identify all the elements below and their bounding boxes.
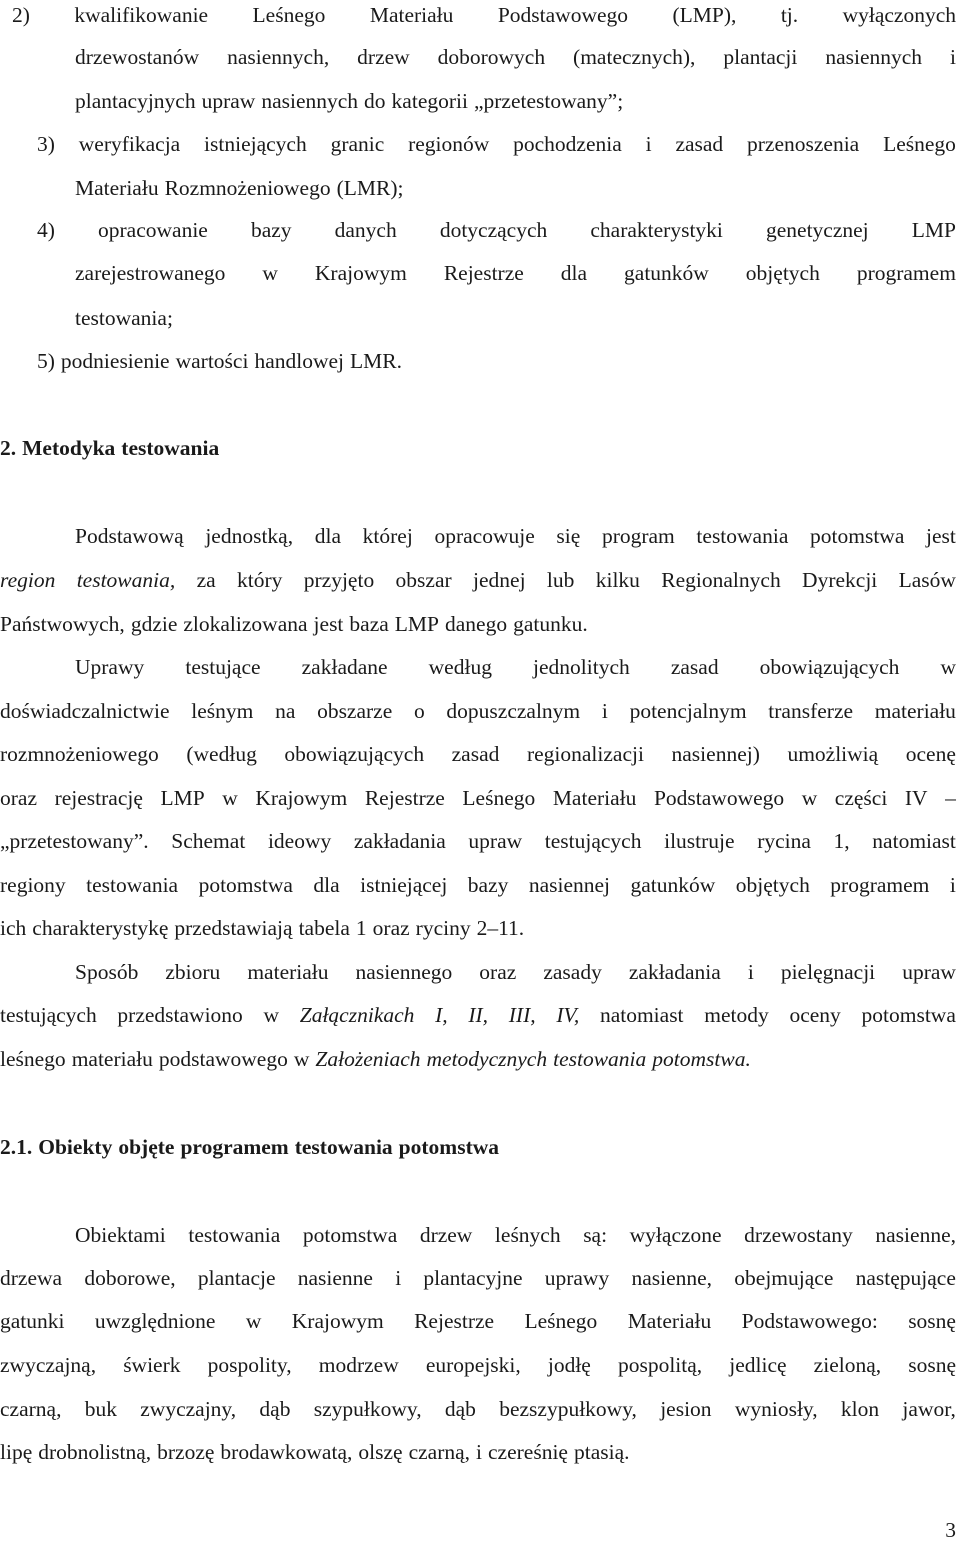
- text-line: [75, 303, 956, 333]
- word: nasiennych: [825, 45, 923, 69]
- word: zarejestrowanego: [75, 261, 226, 285]
- word: potomstwa: [398, 1135, 500, 1159]
- word: pospolitą,: [617, 1353, 703, 1377]
- word: zasad: [451, 742, 500, 766]
- word: Materiału: [75, 176, 159, 200]
- word: Podstawowego: [653, 786, 785, 810]
- word: nasiennej: [528, 873, 611, 897]
- word: nasiennych: [261, 89, 359, 113]
- word: tabela: [298, 916, 350, 940]
- word: Krajowym: [291, 1309, 384, 1333]
- text-line: [0, 1263, 956, 1293]
- word: LMP: [160, 786, 205, 810]
- word: program: [601, 524, 675, 548]
- word: charakterystykę: [32, 916, 169, 940]
- word: gatunków: [624, 261, 709, 285]
- word: rycina: [757, 829, 811, 853]
- word: 1: [355, 916, 367, 940]
- word: olszę: [358, 1440, 403, 1464]
- text-line: [0, 870, 956, 900]
- text-line: [75, 258, 956, 288]
- word: 4): [37, 218, 55, 242]
- word: Założeniach: [315, 1047, 421, 1071]
- word: potomstwa: [198, 873, 293, 897]
- word: Sposób: [75, 960, 139, 984]
- word: granic: [330, 132, 385, 156]
- word: (matecznych),: [573, 45, 696, 69]
- word: sosnę: [908, 1309, 956, 1333]
- word: ocenę: [905, 742, 956, 766]
- word: drzewa: [0, 1266, 63, 1290]
- word: 5): [37, 349, 55, 373]
- word: dąb: [259, 1397, 291, 1421]
- word: istniejących: [204, 132, 307, 156]
- text-line: [0, 1394, 956, 1424]
- word: i: [601, 699, 608, 723]
- text-line: [75, 957, 956, 987]
- word: Leśnego: [252, 3, 326, 27]
- word: Podstawowego: [497, 3, 629, 27]
- word: i: [645, 132, 652, 156]
- word: Podstawową: [75, 524, 184, 548]
- word: doborowe,: [84, 1266, 176, 1290]
- text-line: [0, 1044, 956, 1074]
- word: testujące: [185, 655, 261, 679]
- word: objętych: [735, 873, 810, 897]
- word: jedlicę: [729, 1353, 787, 1377]
- word: testowania: [294, 1135, 393, 1159]
- word: (LMP),: [672, 3, 737, 27]
- word: bezszypułkowy,: [499, 1397, 637, 1421]
- word: jest: [313, 612, 344, 636]
- word: testowania: [86, 873, 179, 897]
- word: jednostką,: [205, 524, 294, 548]
- word: testujących: [544, 829, 642, 853]
- word: rozmnożeniowego: [0, 742, 159, 766]
- word: nasiennych,: [227, 45, 330, 69]
- word: przyjęto: [303, 568, 375, 592]
- word: są:: [583, 1223, 608, 1247]
- word: do: [364, 89, 386, 113]
- word: modrzew: [318, 1353, 399, 1377]
- word: gatunku.: [513, 612, 588, 636]
- word: 2.: [0, 436, 17, 460]
- word: według: [428, 655, 492, 679]
- word: Rozmnożeniowego: [164, 176, 331, 200]
- word: zwyczajny,: [140, 1397, 237, 1421]
- word: gdzie: [130, 612, 178, 636]
- word: bazy: [467, 873, 509, 897]
- word: dotyczących: [439, 218, 548, 242]
- word: kilku: [595, 568, 640, 592]
- word: LMP: [911, 218, 956, 242]
- word: regiony: [0, 873, 66, 897]
- word: w: [262, 261, 278, 285]
- word: obszar: [395, 568, 452, 592]
- word: czereśnię: [488, 1440, 568, 1464]
- word: przenoszenia: [747, 132, 860, 156]
- word: i: [949, 873, 956, 897]
- word: Uprawy: [75, 655, 145, 679]
- word: materiału: [247, 960, 329, 984]
- text-line: [0, 1437, 956, 1467]
- word: zieloną,: [813, 1353, 882, 1377]
- text-line: [75, 1220, 956, 1250]
- word: Załącznikach: [299, 1003, 415, 1027]
- word: plantacyjnych: [75, 89, 196, 113]
- word: materiału: [874, 699, 956, 723]
- word: oraz: [372, 916, 410, 940]
- text-line: [75, 42, 956, 72]
- word: programem: [856, 261, 956, 285]
- text-line: [12, 0, 956, 30]
- word: wyniosły,: [734, 1397, 818, 1421]
- word: natomiast: [599, 1003, 684, 1027]
- text-line: [75, 173, 956, 203]
- word: której: [362, 524, 413, 548]
- word: brodawkowatą,: [220, 1440, 353, 1464]
- word: i: [476, 1440, 483, 1464]
- word: Lasów: [898, 568, 956, 592]
- word: oraz: [0, 786, 37, 810]
- word: Krajowym: [255, 786, 348, 810]
- text-line: [0, 565, 956, 595]
- word: upraw: [468, 829, 523, 853]
- word: na: [275, 699, 296, 723]
- word: Podstawowego:: [741, 1309, 878, 1333]
- word: II,: [468, 1003, 489, 1027]
- word: umożliwią: [787, 742, 879, 766]
- word: który: [237, 568, 283, 592]
- word: ryciny: [415, 916, 471, 940]
- word: testowania: [696, 524, 789, 548]
- word: Rejestrze: [414, 1309, 495, 1333]
- word: Państwowych,: [0, 612, 125, 636]
- word: obszarze: [317, 699, 393, 723]
- word: Regionalnych: [661, 568, 781, 592]
- word: charakterystyki: [590, 218, 723, 242]
- text-line: [75, 521, 956, 551]
- word: 2): [12, 3, 30, 27]
- word: ilustruje: [664, 829, 735, 853]
- word: lub: [546, 568, 575, 592]
- word: przedstawiają: [174, 916, 293, 940]
- word: weryfikacja: [78, 132, 181, 156]
- word: opracowanie: [98, 218, 208, 242]
- text-line: [37, 129, 956, 159]
- word: baza: [349, 612, 389, 636]
- word: Leśnego: [524, 1309, 598, 1333]
- word: następujące: [855, 1266, 956, 1290]
- word: zakładania: [353, 829, 446, 853]
- text-line: [0, 826, 956, 856]
- word: Metodyka: [22, 436, 116, 460]
- word: dąb: [444, 1397, 476, 1421]
- word: plantacyjne: [423, 1266, 523, 1290]
- word: w: [801, 786, 818, 810]
- word: 1,: [833, 829, 850, 853]
- word: zakładane: [301, 655, 388, 679]
- word: ideowy: [267, 829, 332, 853]
- word: czarną,: [0, 1397, 62, 1421]
- word: Krajowym: [314, 261, 407, 285]
- word: „przetestowany”;: [473, 89, 624, 113]
- word: drzew: [357, 45, 410, 69]
- word: jednej: [473, 568, 526, 592]
- word: pielęgnacji: [780, 960, 876, 984]
- word: regionów: [408, 132, 490, 156]
- word: zasad: [670, 655, 719, 679]
- word: danych: [334, 218, 397, 242]
- word: uprawy: [544, 1266, 610, 1290]
- text-line: [0, 783, 956, 813]
- word: I,: [435, 1003, 448, 1027]
- word: objętych: [745, 261, 820, 285]
- word: potomstwa.: [652, 1047, 751, 1071]
- text-line: [0, 1350, 956, 1380]
- word: tj.: [780, 3, 799, 27]
- word: gatunki: [0, 1309, 65, 1333]
- word: podstawowego: [158, 1047, 288, 1071]
- word: oraz: [479, 960, 517, 984]
- word: Materiału: [627, 1309, 712, 1333]
- word: III,: [508, 1003, 536, 1027]
- word: obejmujące: [734, 1266, 834, 1290]
- word: w: [245, 1309, 262, 1333]
- word: LMR.: [350, 349, 402, 373]
- word: testowania: [121, 436, 220, 460]
- word: ich: [0, 916, 27, 940]
- word: metodycznych: [426, 1047, 548, 1071]
- page-number: 3: [945, 1518, 956, 1542]
- word: Dyrekcji: [802, 568, 878, 592]
- word: pospolity,: [207, 1353, 292, 1377]
- word: nasienne: [297, 1266, 373, 1290]
- text-line: [0, 913, 956, 943]
- word: materiału: [71, 1047, 153, 1071]
- word: LMP: [394, 612, 440, 636]
- word: obowiązujących: [759, 655, 900, 679]
- word: ptasią.: [573, 1440, 630, 1464]
- word: w: [293, 1047, 310, 1071]
- word: sosnę: [908, 1353, 956, 1377]
- word: lipę: [0, 1440, 33, 1464]
- word: dla: [313, 873, 340, 897]
- word: i: [949, 45, 956, 69]
- word: za: [196, 568, 216, 592]
- word: leśnym: [191, 699, 254, 723]
- word: potomstwa: [302, 1223, 398, 1247]
- word: potomstwa: [810, 524, 905, 548]
- word: danego: [445, 612, 508, 636]
- word: 2.1.: [0, 1135, 33, 1159]
- word: się: [556, 524, 581, 548]
- word: i: [395, 1266, 402, 1290]
- word: 2–11.: [476, 916, 525, 940]
- word: szypułkowy,: [313, 1397, 422, 1421]
- word: Obiektami: [75, 1223, 166, 1247]
- word: upraw: [201, 89, 256, 113]
- word: IV,: [556, 1003, 580, 1027]
- word: drobnolistną,: [38, 1440, 152, 1464]
- word: jesion: [660, 1397, 712, 1421]
- word: „przetestowany”.: [0, 829, 149, 853]
- word: programem: [830, 873, 930, 897]
- text-line: [75, 86, 956, 116]
- word: jest: [926, 524, 956, 548]
- word: klon: [840, 1397, 880, 1421]
- word: oceny: [789, 1003, 841, 1027]
- word: testowania;: [75, 306, 173, 330]
- word: metody: [704, 1003, 769, 1027]
- word: testowania,: [76, 568, 176, 592]
- word: wyłączone: [629, 1223, 722, 1247]
- word: nasiennego: [355, 960, 453, 984]
- word: drzewostanów: [75, 45, 200, 69]
- word: w: [222, 786, 238, 810]
- word: europejski,: [425, 1353, 521, 1377]
- word: IV: [904, 786, 928, 810]
- word: upraw: [902, 960, 956, 984]
- word: w: [940, 655, 956, 679]
- word: podniesienie: [60, 349, 170, 373]
- word: zbioru: [165, 960, 221, 984]
- word: dla: [314, 524, 342, 548]
- word: leśnego: [0, 1047, 66, 1071]
- word: (według: [186, 742, 257, 766]
- word: Obiekty: [38, 1135, 113, 1159]
- word: Leśnego: [462, 786, 536, 810]
- word: jodłę: [547, 1353, 591, 1377]
- word: części: [834, 786, 888, 810]
- word: doborowych: [437, 45, 546, 69]
- word: brzozę: [157, 1440, 215, 1464]
- word: transferze: [768, 699, 854, 723]
- word: i: [747, 960, 754, 984]
- text-line: [0, 1306, 956, 1336]
- word: region: [0, 568, 56, 592]
- word: zasad: [675, 132, 724, 156]
- word: dopuszczalnym: [446, 699, 581, 723]
- word: regionalizacji: [526, 742, 644, 766]
- word: programem: [180, 1135, 289, 1159]
- section-heading: [0, 1132, 956, 1162]
- word: dla: [560, 261, 588, 285]
- word: Schemat: [171, 829, 246, 853]
- word: doświadczalnictwie: [0, 699, 170, 723]
- word: kwalifikowanie: [74, 3, 209, 27]
- word: wartości: [175, 349, 249, 373]
- word: objęte: [118, 1135, 175, 1159]
- word: zlokalizowana: [183, 612, 308, 636]
- word: kategorii: [391, 89, 468, 113]
- word: plantacje: [197, 1266, 276, 1290]
- word: Materiału: [369, 3, 454, 27]
- word: rejestrację: [54, 786, 143, 810]
- word: o: [413, 699, 425, 723]
- word: nasiennej): [671, 742, 760, 766]
- word: natomiast: [872, 829, 956, 853]
- word: jednolitych: [533, 655, 630, 679]
- word: przedstawiono: [117, 1003, 243, 1027]
- word: czarną,: [408, 1440, 471, 1464]
- word: nasienne,: [631, 1266, 713, 1290]
- word: gatunków: [630, 873, 716, 897]
- word: wyłączonych: [842, 3, 956, 27]
- word: w: [263, 1003, 280, 1027]
- word: Rejestrze: [364, 786, 445, 810]
- word: testujących: [0, 1003, 97, 1027]
- word: plantacji: [723, 45, 798, 69]
- word: buk: [84, 1397, 117, 1421]
- word: leśnych: [494, 1223, 561, 1247]
- word: istniejącej: [360, 873, 448, 897]
- section-heading: [0, 433, 956, 463]
- word: (LMR);: [336, 176, 404, 200]
- word: Rejestrze: [443, 261, 524, 285]
- word: handlowej: [254, 349, 344, 373]
- word: świerk: [123, 1353, 181, 1377]
- word: drzew: [419, 1223, 473, 1247]
- word: opracowuje: [434, 524, 535, 548]
- word: zwyczajną,: [0, 1353, 97, 1377]
- word: zakładania: [628, 960, 721, 984]
- word: bazy: [250, 218, 292, 242]
- text-line: [37, 346, 956, 376]
- word: testowania: [553, 1047, 647, 1071]
- word: potencjalnym: [629, 699, 747, 723]
- word: drzewostany: [744, 1223, 853, 1247]
- word: pochodzenia: [513, 132, 622, 156]
- text-line: [0, 1000, 956, 1030]
- text-line: [0, 609, 956, 639]
- word: 3): [37, 132, 55, 156]
- word: Materiału: [552, 786, 637, 810]
- word: jawor,: [902, 1397, 956, 1421]
- word: obowiązujących: [284, 742, 425, 766]
- word: nasienne,: [875, 1223, 956, 1247]
- word: genetycznej: [765, 218, 869, 242]
- word: potomstwa: [861, 1003, 956, 1027]
- word: uwzględnione: [94, 1309, 216, 1333]
- word: –: [945, 786, 956, 810]
- word: testowania: [188, 1223, 281, 1247]
- word: Leśnego: [883, 132, 956, 156]
- word: zasady: [543, 960, 602, 984]
- text-line: [37, 215, 956, 245]
- text-line: [0, 739, 956, 769]
- text-line: [0, 696, 956, 726]
- text-line: [75, 652, 956, 682]
